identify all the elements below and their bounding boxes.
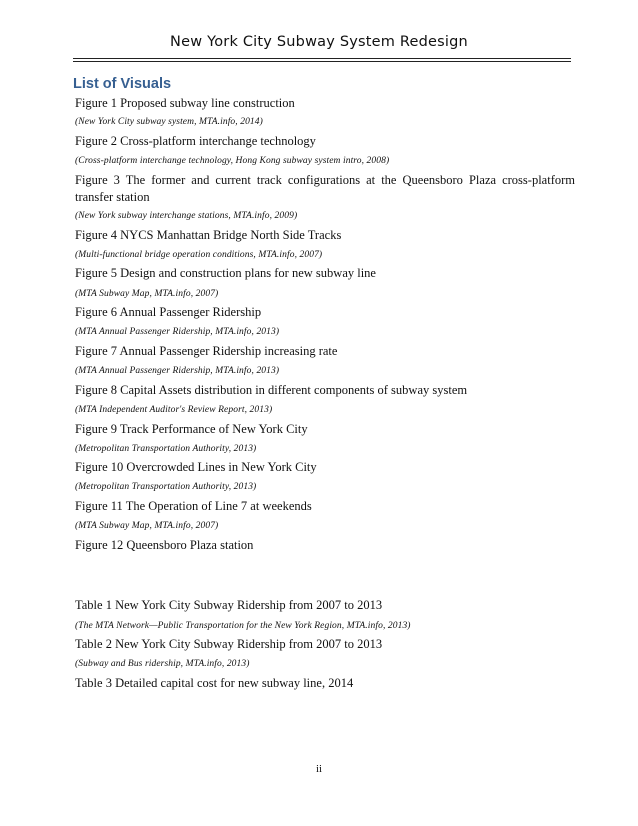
figure-entry: [75, 343, 575, 360]
figure-source-text: (New York City subway system, MTA.info, 2014): [75, 117, 263, 127]
figure-source: [75, 404, 575, 416]
figure-entry: [75, 172, 575, 206]
figure-source: [75, 520, 575, 532]
running-header: New York City Subway System Redesign: [170, 34, 468, 50]
table-entry: [75, 675, 575, 692]
figure-entry: [75, 421, 575, 438]
figure-source-text: (Metropolitan Transportation Authority, 2013): [75, 444, 257, 454]
table-source-text: (The MTA Network—Public Transportation for the New York Region, MTA.info, 2013): [75, 621, 411, 631]
figure-caption: Figure 2 Cross-platform interchange technology: [75, 134, 316, 148]
figure-source: [75, 155, 575, 167]
table-source-text: (Subway and Bus ridership, MTA.info, 2013): [75, 659, 250, 669]
figure-caption: Figure 11 The Operation of Line 7 at weekends: [75, 499, 312, 513]
figure-entry: [75, 227, 575, 244]
figure-source-text: (MTA Subway Map, MTA.info, 2007): [75, 289, 219, 299]
figure-entry: [75, 382, 575, 399]
figure-source: [75, 443, 575, 455]
figure-source: [75, 249, 575, 261]
figure-caption: Figure 4 NYCS Manhattan Bridge North Side Tracks: [75, 228, 342, 242]
figure-caption: Figure 9 Track Performance of New York City: [75, 422, 308, 436]
table-entry: [75, 597, 575, 614]
figure-caption: Figure 7 Annual Passenger Ridership increasing rate: [75, 344, 338, 358]
figure-source: [75, 326, 575, 338]
figure-source: [75, 288, 575, 300]
header-rule-bottom: [73, 61, 571, 62]
figure-source-text: (New York subway interchange stations, MTA.info, 2009): [75, 211, 298, 221]
table-source: [75, 658, 575, 670]
figure-source-text: (MTA Independent Auditor's Review Report, 2013): [75, 405, 273, 415]
page-number: ii: [315, 763, 323, 775]
figure-entry: [75, 133, 575, 150]
figure-entry: [75, 304, 575, 321]
table-caption: Table 1 New York City Subway Ridership from 2007 to 2013: [75, 598, 383, 612]
figure-caption: Figure 3 The former and current track configurations at the Queensboro Plaza cross-platform transfer station: [75, 173, 575, 204]
figure-caption: Figure 6 Annual Passenger Ridership: [75, 305, 262, 319]
figure-entry: [75, 265, 575, 282]
figure-entry: [75, 537, 575, 554]
figure-entry: [75, 459, 575, 476]
figure-source-text: (MTA Subway Map, MTA.info, 2007): [75, 521, 219, 531]
figure-source-text: (Metropolitan Transportation Authority, 2013): [75, 482, 257, 492]
figure-source-text: (Multi-functional bridge operation conditions, MTA.info, 2007): [75, 250, 323, 260]
figure-source-text: (Cross-platform interchange technology, Hong Kong subway system intro, 2008): [75, 156, 390, 166]
figure-source: [75, 481, 575, 493]
table-caption: Table 2 New York City Subway Ridership from 2007 to 2013: [75, 637, 383, 651]
figure-caption: Figure 1 Proposed subway line construction: [75, 96, 295, 110]
table-entry: [75, 636, 575, 653]
header-rule-top: [73, 58, 571, 59]
figure-source-text: (MTA Annual Passenger Ridership, MTA.info, 2013): [75, 366, 280, 376]
table-source: [75, 620, 575, 632]
figure-source: [75, 210, 575, 222]
figure-caption: Figure 8 Capital Assets distribution in different components of subway system: [75, 383, 468, 397]
table-caption: Table 3 Detailed capital cost for new subway line, 2014: [75, 676, 354, 690]
figure-entry: [75, 498, 575, 515]
figure-entry: [75, 95, 575, 112]
figure-source-text: (MTA Annual Passenger Ridership, MTA.info, 2013): [75, 327, 280, 337]
figure-caption: Figure 5 Design and construction plans for new subway line: [75, 266, 376, 280]
figure-source: [75, 365, 575, 377]
figure-caption: Figure 12 Queensboro Plaza station: [75, 538, 254, 552]
figure-source: [75, 116, 575, 128]
figure-caption: Figure 10 Overcrowded Lines in New York City: [75, 460, 317, 474]
section-title: List of Visuals: [73, 76, 172, 92]
